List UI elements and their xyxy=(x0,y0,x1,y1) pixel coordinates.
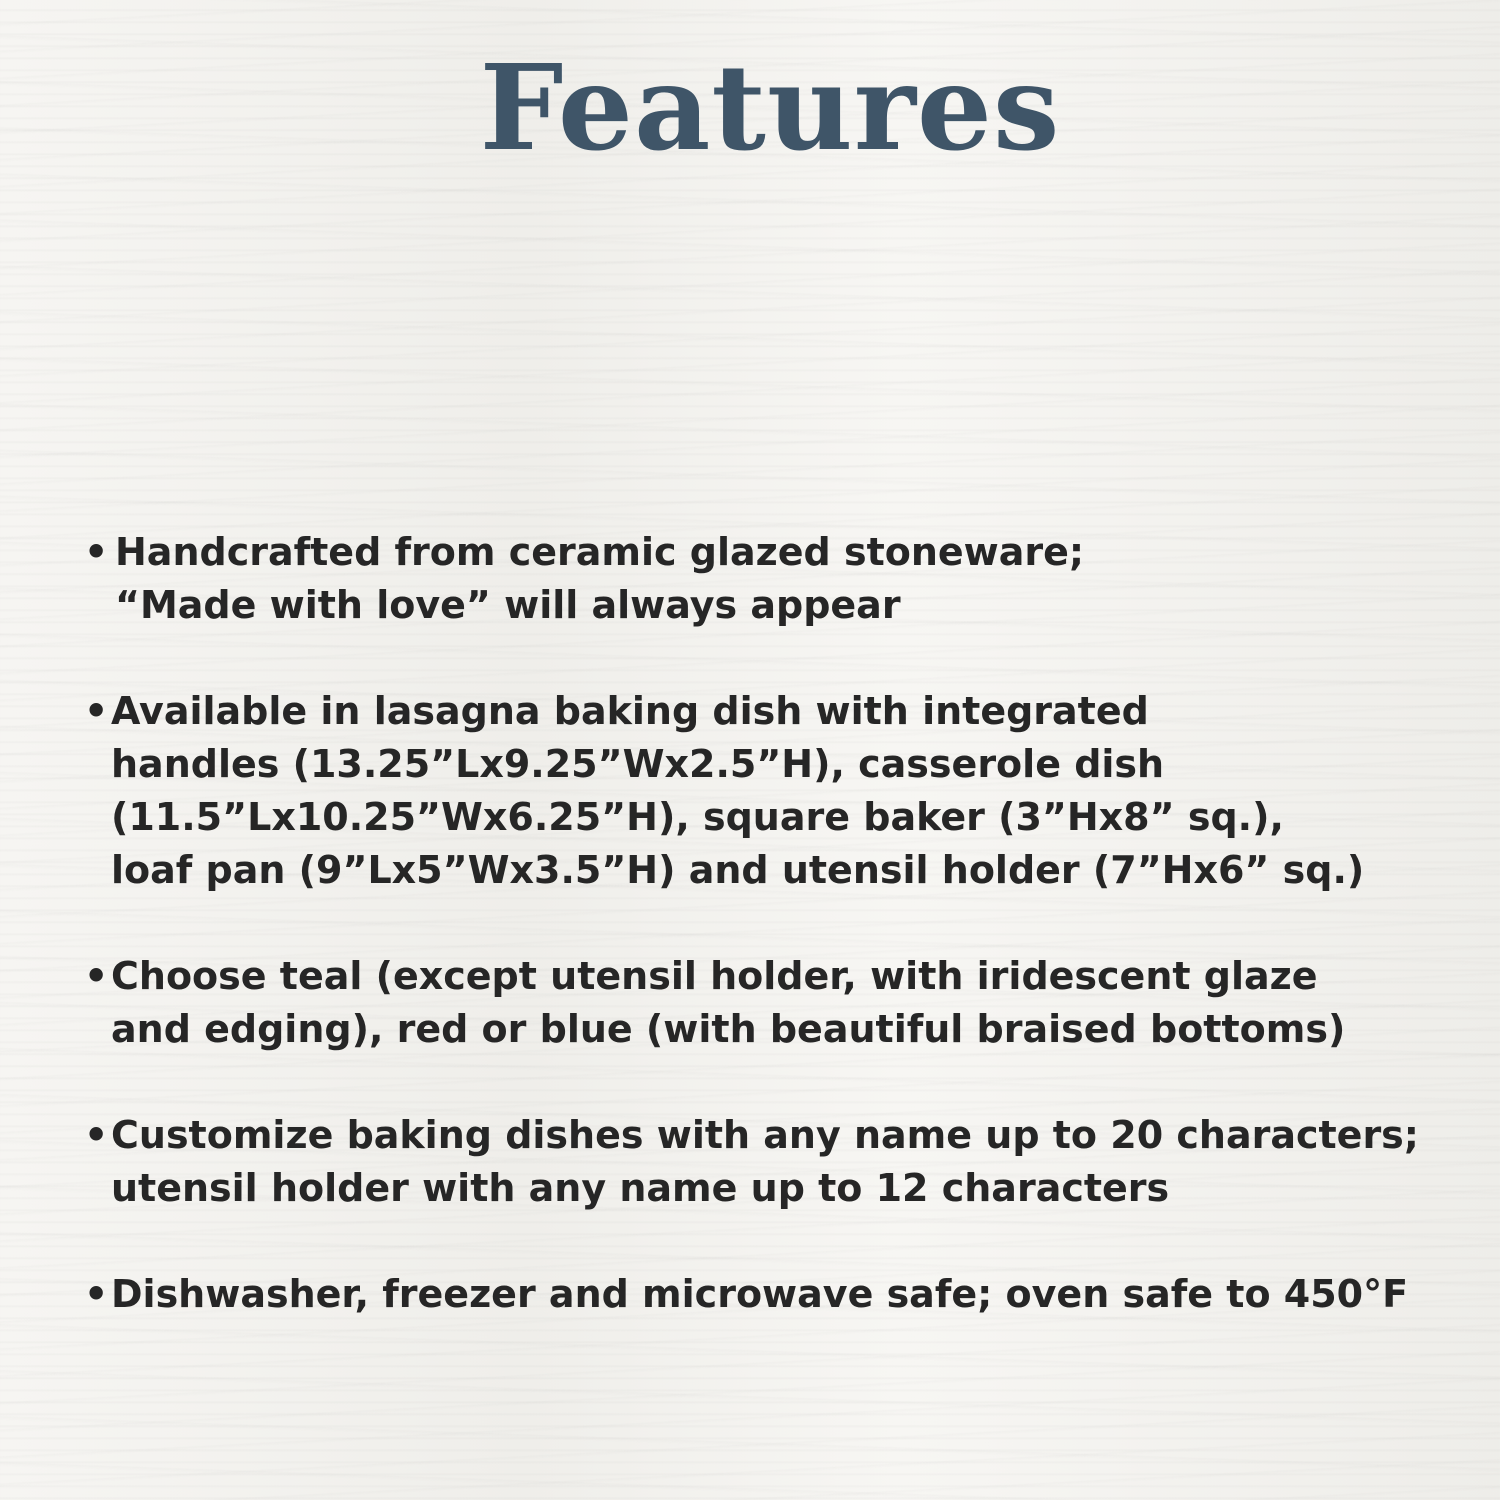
feature-line: Choose teal (except utensil holder, with iridescent glaze xyxy=(111,954,1318,998)
feature-line: (11.5”Lx10.25”Wx6.25”H), square baker (3”Hx8” sq.), xyxy=(111,795,1284,839)
page-title: Features xyxy=(479,38,1061,177)
feature-item xyxy=(84,526,1484,632)
feature-line: and edging), red or blue (with beautiful braised bottoms) xyxy=(111,1007,1346,1051)
feature-item xyxy=(84,685,1484,897)
feature-line: loaf pan (9”Lx5”Wx3.5”H) and utensil holder (7”Hx6” sq.) xyxy=(111,848,1365,892)
bullet-icon: • xyxy=(84,1272,109,1316)
feature-line: Available in lasagna baking dish with integrated xyxy=(111,689,1149,733)
feature-list xyxy=(84,526,1484,1374)
bullet-icon: • xyxy=(84,530,109,574)
feature-item xyxy=(84,1109,1484,1215)
feature-line: Customize baking dishes with any name up to 20 characters; xyxy=(111,1113,1419,1157)
feature-line: handles (13.25”Lx9.25”Wx2.5”H), casserole dish xyxy=(111,742,1165,786)
feature-line: Dishwasher, freezer and microwave safe; oven safe to 450°F xyxy=(111,1272,1409,1316)
bullet-icon: • xyxy=(84,1113,109,1157)
bullet-icon: • xyxy=(84,689,109,733)
feature-line: utensil holder with any name up to 12 characters xyxy=(111,1166,1170,1210)
bullet-icon: • xyxy=(84,954,109,998)
feature-line: “Made with love” will always appear xyxy=(115,583,901,627)
feature-item xyxy=(84,1268,1484,1321)
feature-line: Handcrafted from ceramic glazed stoneware; xyxy=(115,530,1085,574)
feature-item xyxy=(84,950,1484,1056)
